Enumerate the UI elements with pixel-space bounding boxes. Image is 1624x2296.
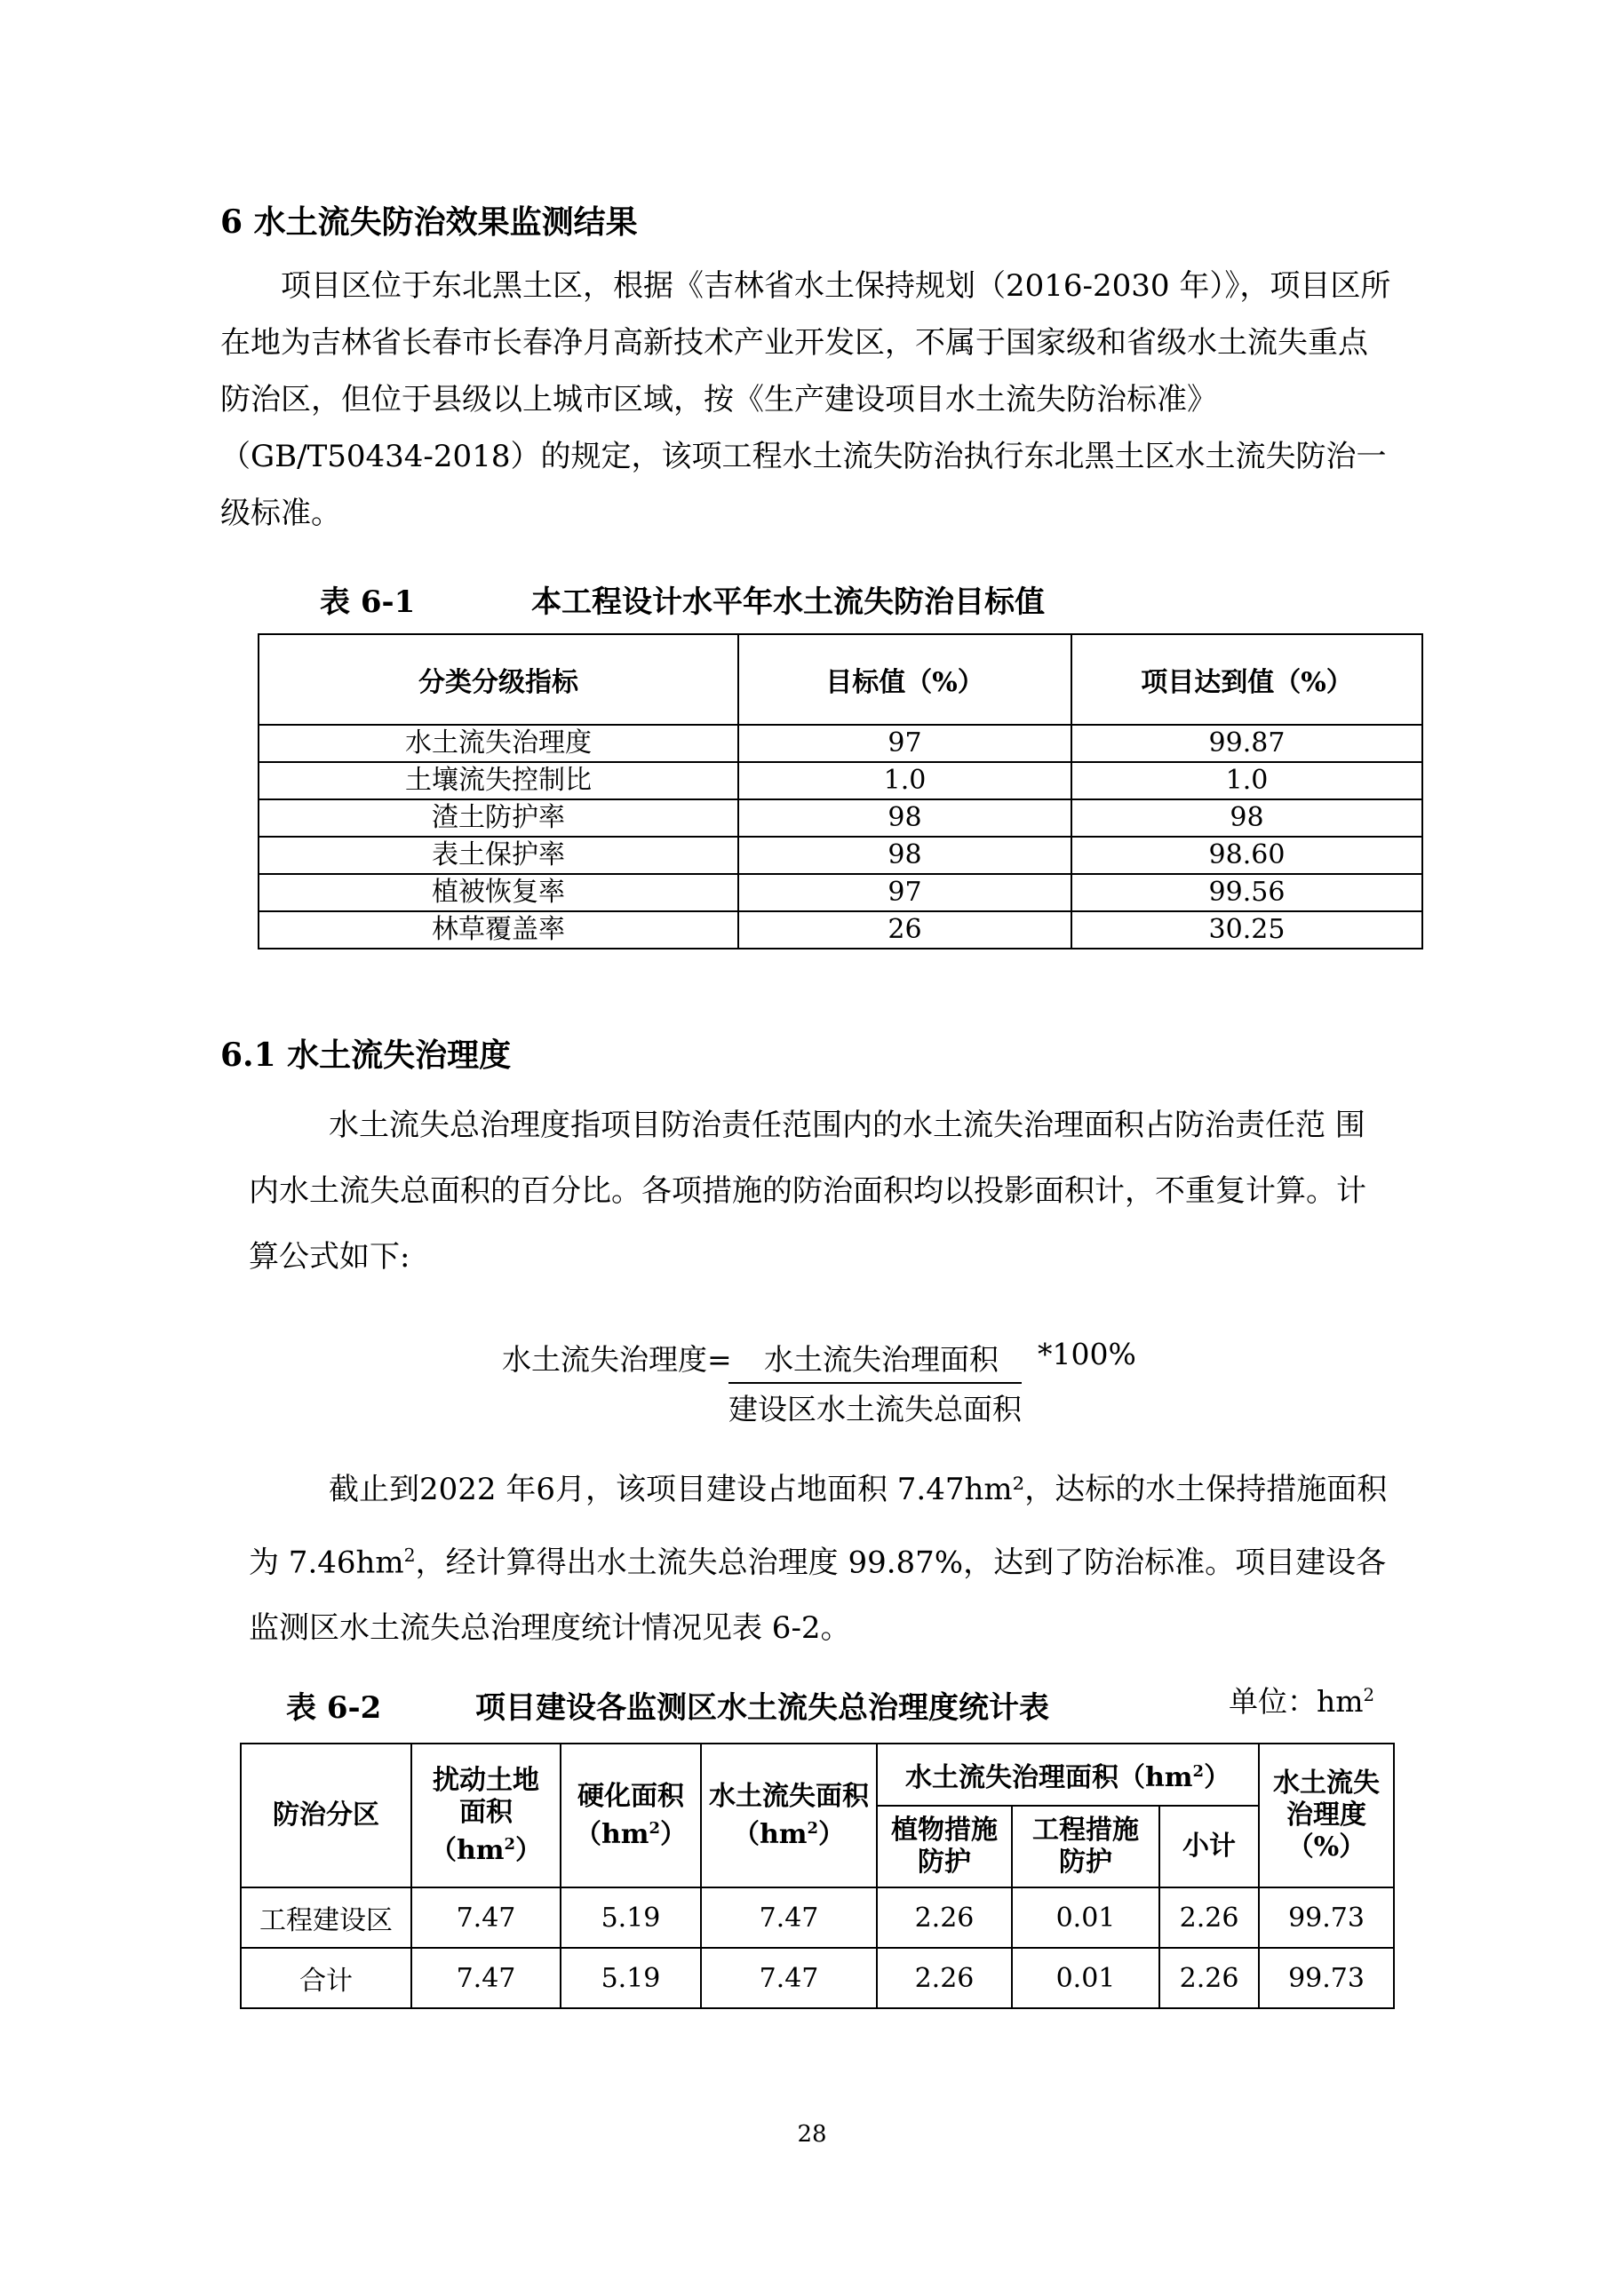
header-text: 工程措施 bbox=[1032, 1815, 1139, 1846]
table-2-unit bbox=[1229, 1679, 1374, 1720]
table-1-header-cell: 目标值（%） bbox=[738, 634, 1071, 725]
table-2-header-row bbox=[241, 1744, 1394, 1806]
superscript: 2 bbox=[403, 1545, 416, 1566]
table-cell: 土壤流失控制比 bbox=[259, 762, 738, 799]
formula-lhs: 水土流失治理度= bbox=[502, 1342, 732, 1377]
table-cell: 2.26 bbox=[877, 1948, 1012, 2008]
table-cell: 97 bbox=[738, 874, 1071, 911]
header-engineering bbox=[1012, 1806, 1159, 1887]
formula-denominator: 建设区水土流失总面积 bbox=[728, 1392, 1022, 1426]
table-cell: 7.47 bbox=[411, 1887, 561, 1948]
table-cell: 2.26 bbox=[1159, 1887, 1259, 1948]
header-disturbed-area bbox=[411, 1744, 561, 1887]
table-1-header-cell: 分类分级指标 bbox=[259, 634, 738, 725]
header-text: 植物措施 bbox=[891, 1815, 998, 1846]
table-cell: 7.47 bbox=[701, 1887, 877, 1948]
table-cell: 合计 bbox=[241, 1948, 411, 2008]
table-row bbox=[259, 799, 1422, 837]
table-row bbox=[241, 1887, 1394, 1948]
header-treated-area-group bbox=[877, 1744, 1259, 1806]
table-row bbox=[241, 1948, 1394, 2008]
header-zone: 防治分区 bbox=[241, 1744, 411, 1887]
header-text: ） bbox=[660, 1818, 688, 1850]
header-text: 防护 bbox=[918, 1847, 971, 1878]
header-text: 硬化面积 bbox=[577, 1780, 684, 1812]
fraction-bar bbox=[728, 1382, 1022, 1384]
table-2-title: 项目建设各监测区水土流失总治理度统计表 bbox=[475, 1690, 1049, 1726]
result-text-a: 截止到2022 年6月，该项目建设占地面积 7.47hm²，达标的水土保持措施面积为 7.46hm bbox=[249, 1472, 1388, 1581]
result-text-b: ，经计算得出水土流失总治理度 99.87%，达到了防治标准。项目建设各监测区水土流失总治理度统计情况见表 6-2。 bbox=[249, 1545, 1387, 1647]
table-1-title: 本工程设计水平年水土流失防治目标值 bbox=[531, 584, 1045, 620]
table-cell: 98 bbox=[738, 837, 1071, 874]
table-cell: 2.26 bbox=[1159, 1948, 1259, 2008]
header-text: ） bbox=[515, 1834, 543, 1866]
table-cell: 30.25 bbox=[1071, 911, 1422, 949]
table-cell: 26 bbox=[738, 911, 1071, 949]
table-cell: 水土流失治理度 bbox=[259, 725, 738, 762]
header-soil-loss-area bbox=[701, 1744, 877, 1887]
header-treatment-degree bbox=[1259, 1744, 1394, 1887]
header-text: （hm bbox=[429, 1834, 505, 1866]
table-cell: 99.73 bbox=[1259, 1948, 1394, 2008]
formula bbox=[502, 1337, 1136, 1426]
table-cell: 99.73 bbox=[1259, 1887, 1394, 1948]
table-cell: 植被恢复率 bbox=[259, 874, 738, 911]
header-text: （hm bbox=[574, 1818, 649, 1850]
table-1-number: 表 6-1 bbox=[320, 584, 416, 620]
unit-label: 单位：hm bbox=[1229, 1684, 1364, 1719]
table-cell: 渣土防护率 bbox=[259, 799, 738, 837]
section-6-1-heading: 6.1 水土流失治理度 bbox=[220, 1037, 512, 1074]
formula-numerator: 水土流失治理面积 bbox=[764, 1342, 999, 1377]
header-text: 扰动土地 bbox=[433, 1764, 539, 1796]
header-hardened-area bbox=[561, 1744, 701, 1887]
table-row bbox=[259, 725, 1422, 762]
table-cell: 林草覆盖率 bbox=[259, 911, 738, 949]
header-subtotal: 小计 bbox=[1159, 1806, 1259, 1887]
table-cell: 98 bbox=[1071, 799, 1422, 837]
table-1-header-row bbox=[259, 634, 1422, 725]
page-number: 28 bbox=[797, 2121, 827, 2148]
header-text: （%） bbox=[1286, 1831, 1366, 1863]
table-cell: 99.56 bbox=[1071, 874, 1422, 911]
section-6-paragraph: 项目区位于东北黑土区，根据《吉林省水土保持规划（2016-2030 年）》，项目区所在地为吉林省长春市长春净月高新技术产业开发区，不属于国家级和省级水土流失重点防治区，但位于县级以上城市区域，按《生产建设项目水土流失防治标准》（GB/T50434-2018）的规定，该项工程水土流失防治执行东北黑土区水土流失防治一级标准。 bbox=[220, 268, 1391, 531]
superscript: 2 bbox=[1192, 1761, 1205, 1781]
section-6-1-paragraph: 水土流失总治理度指项目防治责任范围内的水土流失治理面积占防治责任范 围内水土流失总面积的百分比。各项措施的防治面积均以投影面积计，不重复计算。计算公式如下: bbox=[249, 1108, 1366, 1275]
header-text: 面积 bbox=[459, 1796, 513, 1828]
formula-multiplier: *100% bbox=[1038, 1337, 1136, 1371]
table-cell: 5.19 bbox=[561, 1887, 701, 1948]
superscript: 2 bbox=[649, 1818, 661, 1838]
table-row bbox=[259, 837, 1422, 874]
table-cell: 98 bbox=[738, 799, 1071, 837]
table-cell: 0.01 bbox=[1012, 1887, 1159, 1948]
table-cell: 99.87 bbox=[1071, 725, 1422, 762]
section-6-heading: 6 水土流失防治效果监测结果 bbox=[220, 203, 638, 241]
table-2 bbox=[240, 1743, 1395, 2009]
header-text: 水土流失面积 bbox=[709, 1780, 869, 1812]
table-cell: 5.19 bbox=[561, 1948, 701, 2008]
table-cell: 2.26 bbox=[877, 1887, 1012, 1948]
table-cell: 97 bbox=[738, 725, 1071, 762]
table-cell: 7.47 bbox=[411, 1948, 561, 2008]
table-cell: 98.60 bbox=[1071, 837, 1422, 874]
header-text: 水土流失治理面积（hm bbox=[904, 1761, 1193, 1793]
table-cell: 工程建设区 bbox=[241, 1887, 411, 1948]
header-vegetation bbox=[877, 1806, 1012, 1887]
superscript: 2 bbox=[504, 1834, 516, 1854]
header-text: （hm bbox=[732, 1818, 808, 1850]
table-row bbox=[259, 874, 1422, 911]
table-row bbox=[259, 762, 1422, 799]
table-1-header-cell: 项目达到值（%） bbox=[1071, 634, 1422, 725]
header-text: 水土流失 bbox=[1273, 1768, 1381, 1799]
table-2-number: 表 6-2 bbox=[286, 1690, 382, 1726]
table-cell: 表土保护率 bbox=[259, 837, 738, 874]
table-cell: 1.0 bbox=[738, 762, 1071, 799]
header-text: ） bbox=[818, 1818, 846, 1850]
header-text: 治理度 bbox=[1286, 1799, 1367, 1831]
table-cell: 1.0 bbox=[1071, 762, 1422, 799]
table-cell: 0.01 bbox=[1012, 1948, 1159, 2008]
header-text: ） bbox=[1204, 1761, 1231, 1793]
table-row bbox=[259, 911, 1422, 949]
superscript: 2 bbox=[807, 1818, 819, 1838]
header-text: 防护 bbox=[1059, 1847, 1112, 1878]
table-1 bbox=[258, 633, 1423, 949]
result-paragraph bbox=[249, 1457, 1390, 1661]
superscript: 2 bbox=[1363, 1685, 1375, 1705]
table-cell: 7.47 bbox=[701, 1948, 877, 2008]
